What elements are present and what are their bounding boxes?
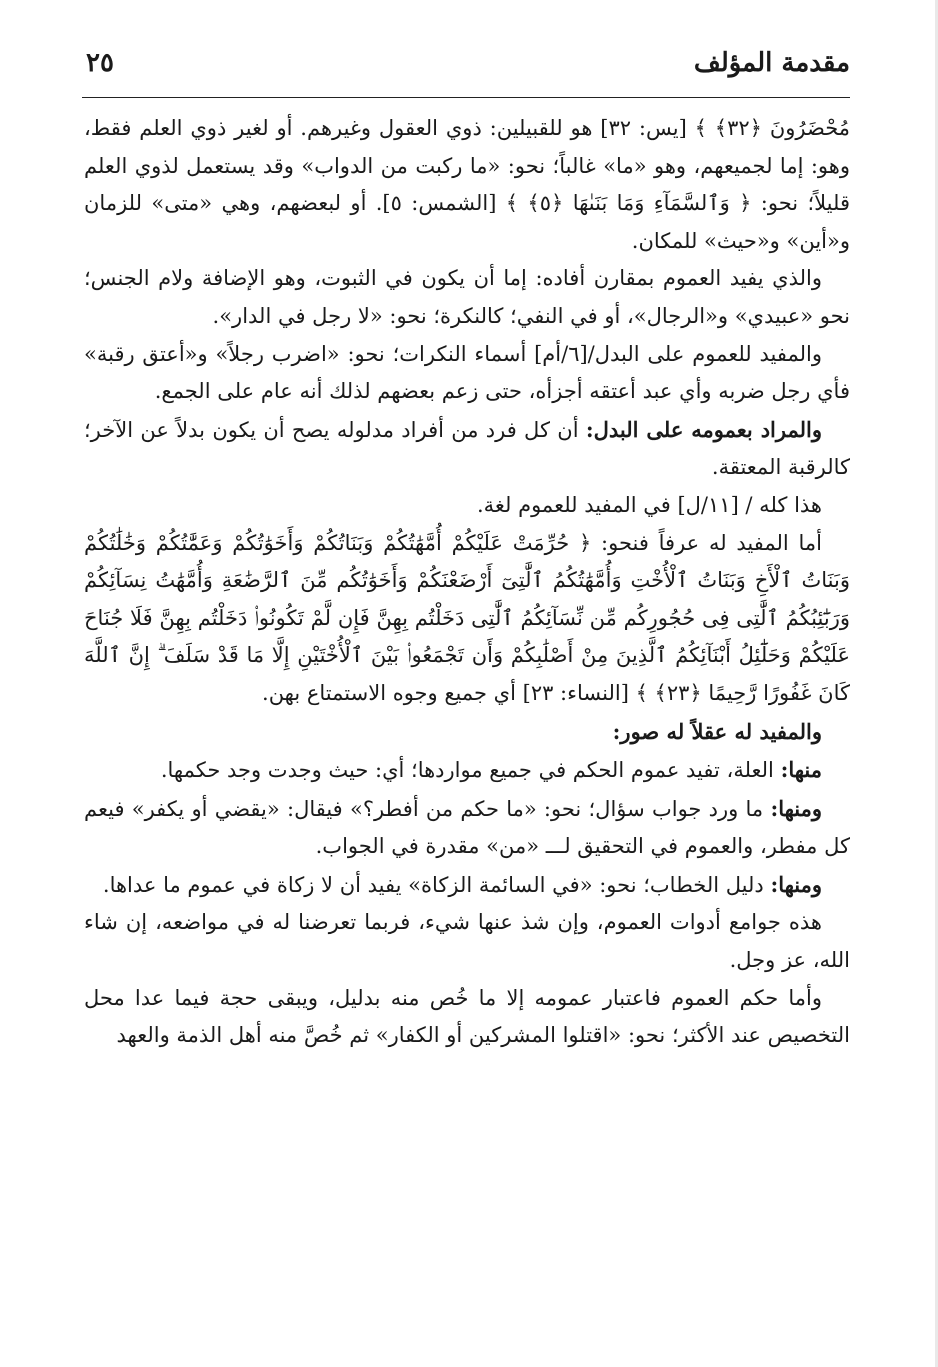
paragraph-text: أن كل فرد من أفراد مدلوله يصح أن يكون بدلاً عن الآخر؛ كالرقبة المعتقة. — [84, 417, 850, 480]
paragraph-1 — [84, 110, 850, 260]
paragraph-lead: والمفيد له عقلاً له صور: — [612, 718, 822, 744]
paragraph-8 — [84, 751, 850, 790]
paragraph-lead: والمراد بعمومه على البدل: — [585, 416, 822, 442]
paragraph-text: هذه جوامع أدوات العموم، وإن شذ عنها شيء، فربما تعرضنا له في مواضعه، إن شاء الله، عز وجل. — [84, 910, 850, 973]
paragraph-text: ما ورد جواب سؤال؛ نحو: «ما حكم من أفطر؟» فيقال: «يقضي أو يكفر» فيعم كل مفطر، والعموم في التحقيق لـــ «من» مقدرة في الجواب. — [84, 796, 850, 859]
paragraph-12 — [84, 980, 850, 1055]
paragraph-text: دليل الخطاب؛ نحو: «في السائمة الزكاة» يفيد أن لا زكاة في عموم ما عداها. — [102, 872, 771, 897]
paragraph-10 — [84, 866, 850, 905]
paragraph-3 — [84, 336, 850, 411]
paragraph-11 — [84, 904, 850, 979]
paragraph-text: والذي يفيد العموم بمقارن أفاده: إما أن يكون في الثبوت، وهو الإضافة ولام الجنس؛ نحو «عبيدي» و«الرجال»، أو في النفي؛ كالنكرة؛ نحو: «لا رجل في الدار». — [84, 266, 850, 328]
page-body — [84, 110, 850, 1055]
paragraph-9 — [84, 790, 850, 866]
paragraph-lead: ومنها: — [770, 871, 822, 897]
paragraph-text: والمفيد للعموم على البدل/[٦/أم] أسماء النكرات؛ نحو: «اضرب رجلاً» و«أعتق رقبة» فأي رجل ضربه وأي عبد أعتقه أجزأه، حتى زعم بعضهم لذلك أنه عام على الجمع. — [84, 341, 850, 404]
header-rule — [82, 97, 850, 98]
paragraph-6 — [84, 525, 850, 713]
page-number: ٢٥ — [86, 48, 114, 78]
paragraph-5 — [84, 487, 850, 525]
paragraph-text: أما المفيد له عرفاً فنحو: ﴿ حُرِّمَتْ عَلَيْكُمْ أُمَّهَٰتُكُمْ وَبَنَاتُكُمْ وَأَخَوَٰتُكُمْ وَعَمَّٰتُكُمْ وَخَٰلَٰتُكُمْ وَبَنَاتُ ٱلْأَخِ وَبَنَاتُ ٱلْأُخْتِ وَأُمَّهَٰتُكُمُ ٱلَّٰتِىٓ أَرْضَعْنَكُمْ وَأَخَوَٰتُكُم مِّنَ ٱلرَّضَٰعَةِ وَأُمَّهَٰتُ نِسَآئِكُمْ وَرَبَٰٓئِبُكُمُ ٱلَّٰتِى فِى حُجُورِكُم مِّن نِّسَآئِكُمُ ٱلَّٰتِى دَخَلْتُم بِهِنَّ فَإِن لَّمْ تَكُونُوا۟ دَخَلْتُم بِهِنَّ فَلَا جُنَاحَ عَلَيْكُمْ وَحَلَٰٓئِلُ أَبْنَآئِكُمُ ٱلَّذِينَ مِنْ أَصْلَٰبِكُمْ وَأَن تَجْمَعُوا۟ بَيْنَ ٱلْأُخْتَيْنِ إِلَّا مَا قَدْ سَلَفَ ۗ إِنَّ ٱللَّهَ كَانَ غَفُورًا رَّحِيمًا ﴿٢٣﴾ ﴾ [النساء: ٢٣] أي جميع وجوه الاستمتاع بهن. — [84, 530, 850, 705]
chapter-title: مقدمة المؤلف — [693, 48, 850, 78]
paragraph-text: مُحْضَرُونَ ﴿٣٢﴾ ﴾ [يس: ٣٢] هو للقبيلين: ذوي العقول وغيرهم. أو لغير ذوي العلم فقط، وهو: إما لجميعهم، وهو «ما» غالباً؛ نحو: «ما ركبت من الدواب» وقد يستعمل لذوي العلم قليلاً؛ نحو: ﴿ وَٱلسَّمَآءِ وَمَا بَنَىٰهَا ﴿٥﴾ ﴾ [الشمس: ٥]. أو لبعضهم، وهي «متى» للزمان و«أين» و«حيث» للمكان. — [84, 116, 850, 253]
page-header — [82, 44, 850, 88]
paragraph-2 — [84, 260, 850, 335]
paragraph-7 — [84, 713, 850, 752]
paragraph-text: وأما حكم العموم فاعتبار عمومه إلا ما خُص منه بدليل، ويبقى حجة فيما عدا محل التخصيص عند الأكثر؛ نحو: «اقتلوا المشركين أو الكفار» ثم خُصَّ منه أهل الذمة والعهد — [84, 985, 850, 1048]
paragraph-text: العلة، تفيد عموم الحكم في جميع مواردها؛ أي: حيث وجدت وجد حكمها. — [160, 758, 781, 783]
paragraph-text: هذا كله / [١١/ل] في المفيد للعموم لغة. — [476, 492, 822, 517]
paragraph-lead: ومنها: — [770, 795, 822, 821]
paragraph-4 — [84, 411, 850, 487]
paragraph-lead: منها: — [780, 757, 822, 783]
